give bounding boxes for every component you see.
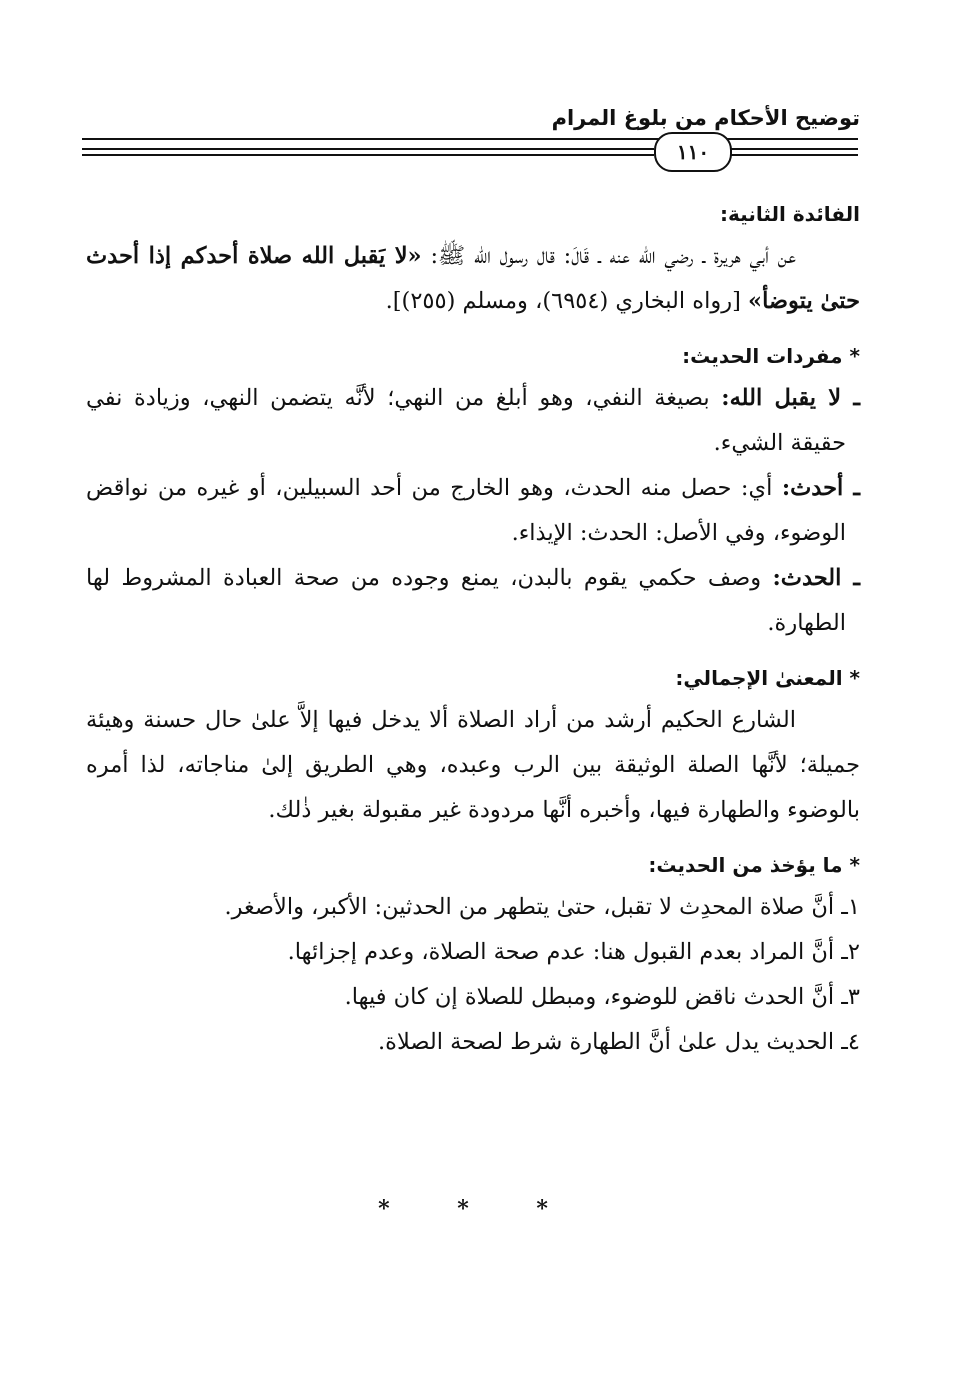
section-heading-lessons: * ما يؤخذ من الحديث: bbox=[648, 853, 860, 877]
running-header-title: توضيح الأحكام من بلوغ المرام bbox=[551, 106, 860, 130]
hadith-reference: [رواه البخاري (٦٩٥٤)، ومسلم (٢٥٥)]. bbox=[385, 288, 741, 314]
section-heading-general-meaning: * المعنىٰ الإجمالي: bbox=[675, 666, 860, 690]
header-double-rule-right bbox=[728, 148, 858, 156]
vocab-term: ـ الحدث: bbox=[772, 565, 861, 591]
vocab-item bbox=[86, 376, 860, 466]
hadith-intro: عن أبي هريرة ـ رضي الله عنه ـ قَالَ: قال رسول الله ﷺ: bbox=[430, 243, 797, 269]
vocab-list bbox=[86, 376, 860, 646]
lesson-item: ٢ـ أنَّ المراد بعدم القبول هنا: عدم صحة الصلاة، وعدم إجزائها. bbox=[287, 939, 860, 965]
header-double-rule-left bbox=[82, 148, 654, 156]
hadith-text: «لا يَقبل الله صلاة أحدكم إذا أحدث حتىٰ يتوضأ» bbox=[86, 243, 860, 314]
lessons-list bbox=[86, 885, 860, 1065]
general-meaning-paragraph: الشارع الحكيم أرشد من أراد الصلاة ألا يدخل فيها إلاَّ علىٰ حال حسنة وهيئة جميلة؛ لأنَّها الصلة الوثيقة بين الرب وعبده، وهي الطريق إلىٰ مناجاته، لذا أمره بالوضوء والطهارة فيها، وأخبره أنَّها مردودة غير مقبولة بغير ذٰلك. bbox=[86, 707, 860, 823]
hadith-paragraph bbox=[86, 234, 860, 324]
vocab-term: ـ لا يقبل الله: bbox=[721, 385, 860, 411]
vocab-item bbox=[86, 466, 860, 556]
lesson-item: ٣ـ أنَّ الحدث ناقض للوضوء، ومبطل للصلاة إن كان فيها. bbox=[344, 984, 860, 1010]
vocab-item bbox=[86, 556, 860, 646]
page-number: ١١٠ bbox=[654, 132, 732, 172]
vocab-definition: وصف حكمي يقوم بالبدن، يمنع وجوده من صحة العبادة المشروط لها الطهارة. bbox=[86, 565, 846, 636]
section-separator: * * * bbox=[378, 1196, 578, 1222]
vocab-definition: أي: حصل منه الحدث، وهو الخارج من أحد السبيلين، أو غيره من نواقض الوضوء، وفي الأصل: الحدث: الإيذاء. bbox=[86, 475, 846, 546]
section-heading-benefit: الفائدة الثانية: bbox=[720, 202, 860, 226]
vocab-term: ـ أحدث: bbox=[781, 475, 860, 501]
vocab-definition: بصيغة النفي، وهو أبلغ من النهي؛ لأنَّه يتضمن النهي، وزيادة نفي حقيقة الشيء. bbox=[86, 385, 846, 456]
page-content bbox=[86, 194, 860, 1065]
header-rule bbox=[82, 138, 858, 140]
section-heading-vocab: * مفردات الحديث: bbox=[682, 344, 860, 368]
lesson-item: ١ـ أنَّ صلاة المحدِث لا تقبل، حتىٰ يتطهر من الحدثين: الأكبر، والأصغر. bbox=[224, 894, 860, 920]
lesson-item: ٤ـ الحديث يدل علىٰ أنَّ الطهارة شرط لصحة الصلاة. bbox=[378, 1029, 860, 1055]
